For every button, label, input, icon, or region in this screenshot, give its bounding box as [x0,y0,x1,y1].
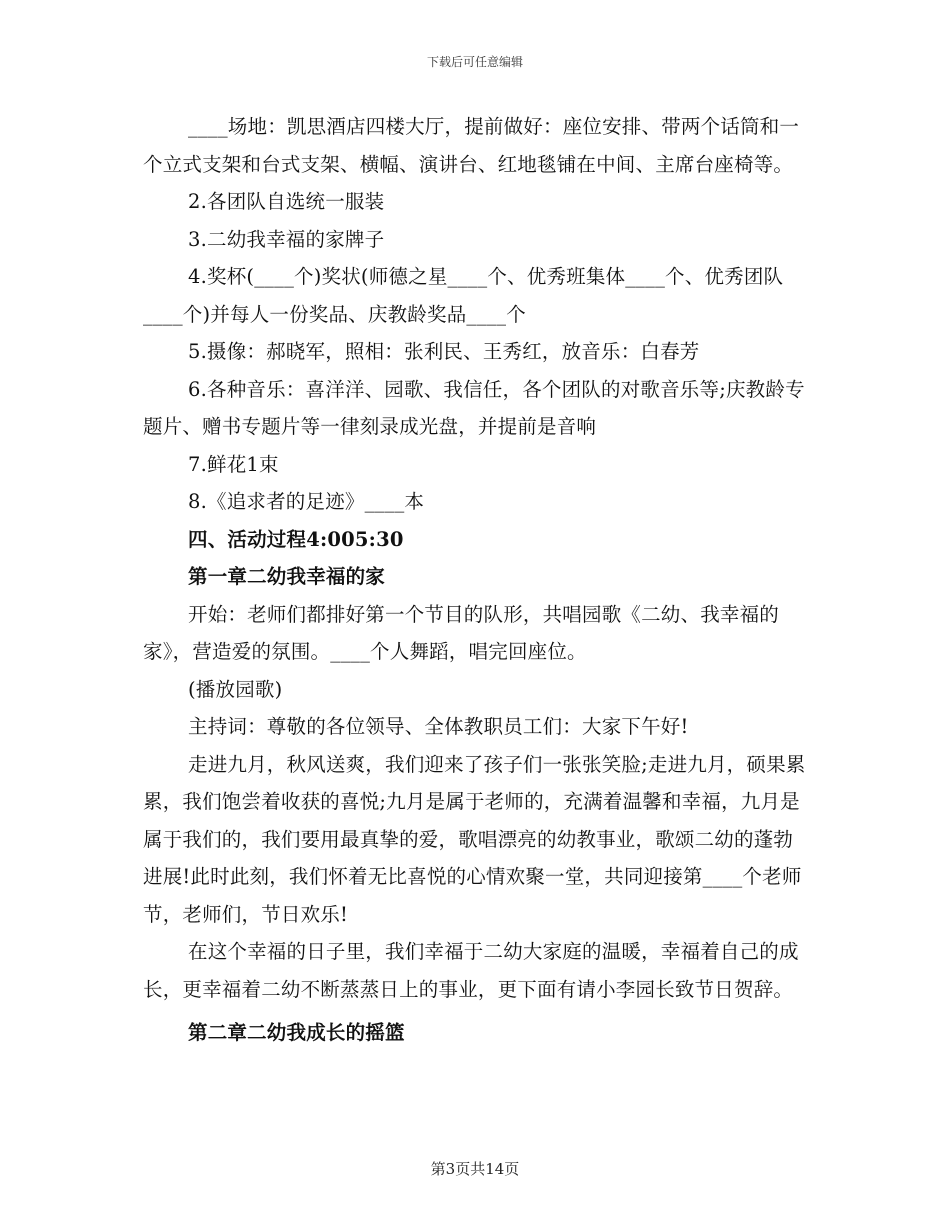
paragraph-item-3: 3.二幼我幸福的家牌子 [188,227,385,251]
paragraph-play-song: (播放园歌) [188,677,283,701]
paragraph-opening: 开始：老师们都排好第一个节目的队形，共唱园歌《二幼、我幸福的家》，营造爱的氛围。____个人舞蹈，唱完回座位。 [143,602,780,663]
paragraph-host-greeting: 主持词：尊敬的各位领导、全体教职员工们：大家下午好! [188,715,689,738]
paragraph-happy-day: 在这个幸福的日子里，我们幸福于二幼大家庭的温暖，幸福着自己的成长，更幸福着二幼不断蒸蒸日上的事业，更下面有请小李园长致节日贺辞。 [143,940,799,1001]
page-header: 下载后可任意编辑 [426,55,523,69]
document-body [143,108,808,1052]
chapter-heading-2: 第二章二幼我成长的摇篮 [188,1021,405,1044]
paragraph-item-5: 5.摄像：郝晓军，照相：张利民、王秀红，放音乐：白春芳 [188,340,700,363]
chapter-heading-1: 第一章二幼我幸福的家 [188,565,386,588]
page-footer: 第3页共14页 [430,1160,520,1178]
paragraph-item-7: 7.鲜花1束 [188,452,279,476]
paragraph-item-4: 4.奖杯(____个)奖状(师德之星____个、优秀班集体____个、优秀团队____个)并每人一份奖品、庆教龄奖品____个 [143,265,784,326]
paragraph-item-8: 8.《追求者的足迹》____本 [188,490,425,513]
paragraph-item-6: 6.各种音乐：喜洋洋、园歌、我信任，各个团队的对歌音乐等;庆教龄专题片、赠书专题片等一律刻录成光盘，并提前是音响 [143,377,805,438]
paragraph-venue: ____场地：凯思酒店四楼大厅，提前做好：座位安排、带两个话筒和一个立式支架和台式支架、横幅、演讲台、红地毯铺在中间、主席台座椅等。 [143,115,800,176]
paragraph-item-2: 2.各团队自选统一服装 [188,190,385,213]
section-heading-process: 四、活动过程4:005:30 [188,527,404,551]
paragraph-september: 走进九月，秋风送爽，我们迎来了孩子们一张张笑脸;走进九月，硕果累累，我们饱尝着收获的喜悦;九月是属于老师的，充满着温馨和幸福，九月是属于我们的，我们要用最真挚的爱，歌唱漂亮的幼教事业，歌颂二幼的蓬勃进展!此时此刻，我们怀着无比喜悦的心情欢聚一堂，共同迎接第____个老师节，老师们，节日欢乐! [143,752,806,926]
